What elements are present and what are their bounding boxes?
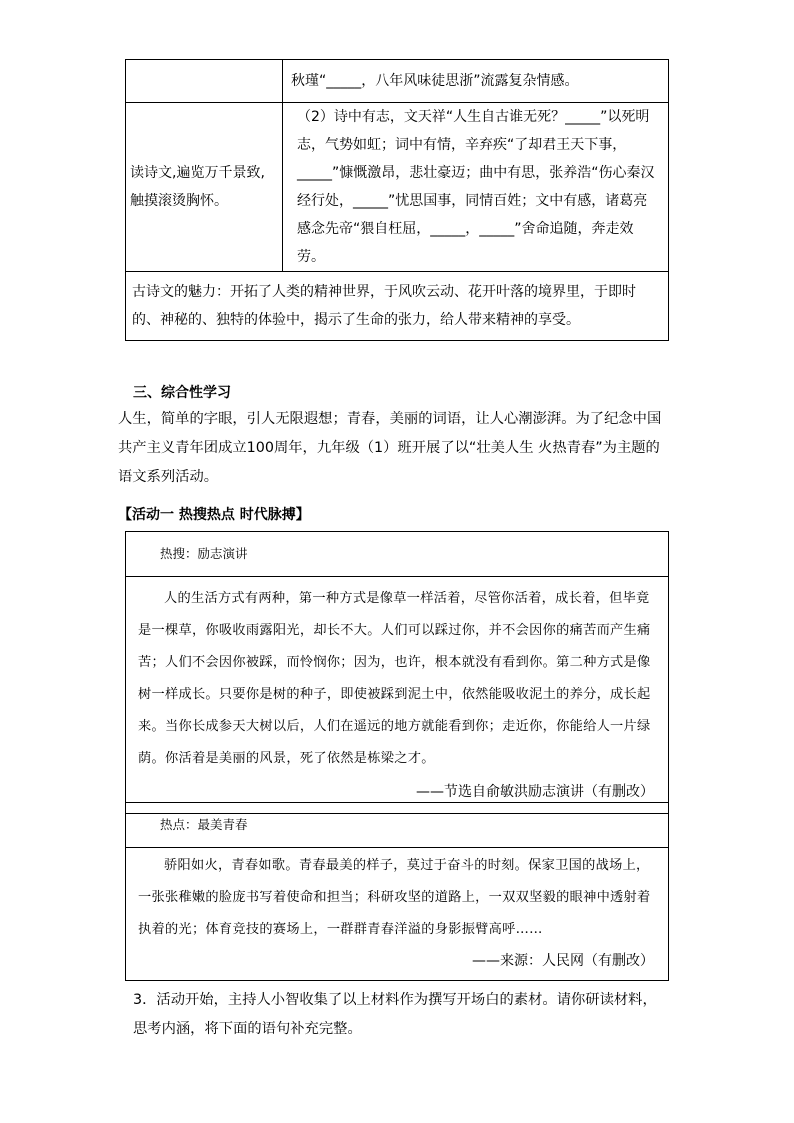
material-box-speech	[125, 531, 669, 814]
poetry-table	[125, 59, 669, 341]
box-header: 热搜：励志演讲	[126, 532, 668, 577]
table-cell-fill-blanks: （2）诗中有志，文天祥“人生自古谁无死？_____”以死明志，气势如虹；词中有情，辛弃疾“了却君王天下事，_____”慷慨激昂，悲壮豪迈；曲中有思，张养浩“伤心秦汉经行处，_____”忧思国事，同情百姓；文中有感，诸葛亮感念先帝“猥自枉屈，_____，_____”舍命追随，奔走效劳。	[283, 103, 669, 272]
box-body: 骄阳如火，青春如歌。青春最美的样子，莫过于奋斗的时刻。保家卫国的战场上，一张张稚嫩的脸庞书写着使命和担当；科研攻坚的道路上，一双双坚毅的眼神中透射着执着的光；体育竞技的赛场上，一群群青春洋溢的身影振臂高呼……	[138, 858, 651, 937]
material-box-youth	[125, 802, 669, 981]
box-source: ——节选自俞敏洪励志演讲（有删改）	[416, 784, 654, 800]
box-header: 热点：最美青春	[126, 802, 668, 848]
table-cell-qiujin: 秋瑾“_____，八年风味徒思浙”流露复杂情感。	[283, 60, 669, 103]
activity-title: 【活动一 热搜热点 时代脉搏】	[118, 507, 310, 523]
table-cell-charm: 古诗文的魅力：开拓了人类的精神世界，于风吹云动、花开叶落的境界里，于即时的、神秘的、独特的体验中，揭示了生命的张力，给人带来精神的享受。	[126, 272, 669, 341]
table-cell-read-poems: 读诗文,遍览万千景致,触摸滚烫胸怀。	[126, 103, 283, 272]
table-cell-empty	[126, 60, 283, 103]
question-3: 3．活动开始，主持人小智收集了以上材料作为撰写开场白的素材。请你研读材料，思考内涵，将下面的语句补充完整。	[133, 992, 657, 1037]
intro-paragraph: 人生，简单的字眼，引人无限遐想；青春，美丽的词语，让人心潮澎湃。为了纪念中国共产主义青年团成立100周年，九年级（1）班开展了以“壮美人生 火热青春”为主题的语文系列活动。	[118, 411, 662, 485]
box-body: 人的生活方式有两种，第一种方式是像草一样活着，尽管你活着，成长着，但毕竟是一棵草，你吸收雨露阳光，却长不大。人们可以踩过你，并不会因你的痛苦而产生痛苦；人们不会因你被踩，而怜悯你；因为，也许，根本就没有看到你。第二种方式是像树一样成长。只要你是树的种子，即使被踩到泥土中，依然能吸收泥土的养分，成长起来。当你长成参天大树以后，人们在遥远的地方就能看到你；走近你，你能给人一片绿荫。你活着是美丽的风景，死了依然是栋梁之才。	[138, 591, 651, 766]
section-title: 三、综合性学习	[133, 385, 231, 401]
box-source: ——来源：人民网（有删改）	[472, 953, 654, 969]
